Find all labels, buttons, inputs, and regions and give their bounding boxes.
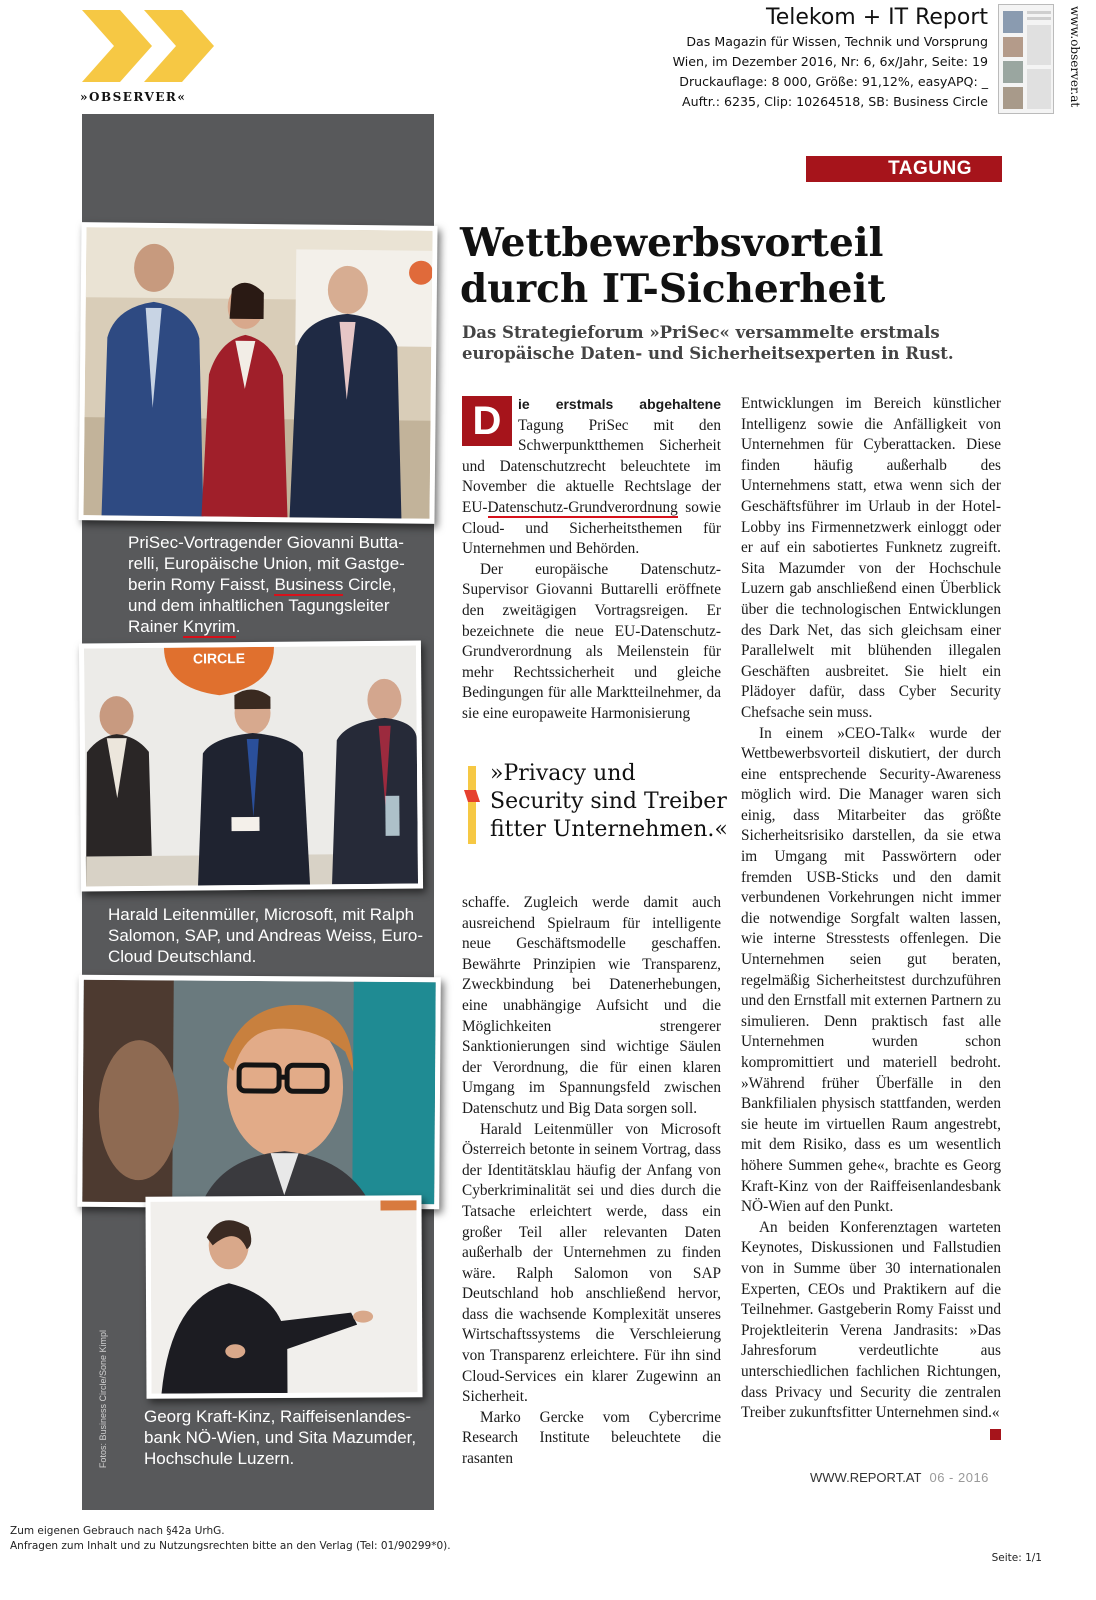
article-column-1-bottom — [462, 893, 721, 1470]
intro-underlined-term: Datenschutz-Grundverordnung — [487, 498, 678, 516]
observer-logo — [80, 4, 220, 108]
caption-1-underlined-business: Business — [274, 575, 344, 594]
paragraph-continuation: schaffe. Zugleich werde damit auch ausreichend Spielraum für intelligente neue Geschäftsmodelle geschaffen. Bewährte Prinzipien wie Transparenz, Zweckbindung bei Datenerhebungen, eine unabhängige Aufsicht und die Möglichkeiten strengerer Sanktionierungen sind wichtige Säulen der Verordnung, die für einen klaren Umgang im Spannungsfeld zwischen Datenschutz und Big Data sorgen soll. — [462, 894, 721, 1117]
photo-panel-speakers — [79, 641, 423, 892]
page-thumbnail — [998, 4, 1054, 114]
paragraph-ceo-talk: In einem »CEO-Talk« wurde der Wettbewerbsvorteil diskutiert, der durch eine entsprechende Security-Awareness möglich wird. Die Manager waren sich einig, dass Mitarbeiter das größte Sicherheitsrisiko darstellen, da sie etwa im Umgang mit Passwörtern oder fremden USB-Sticks und den damit verbundenen Vorkehrungen nicht immer die notwendige Sorgfalt walten lassen, wie interne Stresstests offenlegen. Die Unternehmen seien gut beraten, regelmäßig Sicherheitstest durchzuführen und den Ernstfall mit externen Partnern zu simulieren. Denn praktisch fast alle Unternehmen wurden schon kompromittiert und materiell bedroht. »Während früher Überfälle in den Bankfilialen physisch stattfanden, werden sie heute im virtuellen Raum angestrebt, mit dem Risiko, dass es um wesentlich höhere Summen gehe«, brachte es Georg Kraft-Kinz von der Raiffeisenlandesbank NÖ-Wien auf den Punkt. — [741, 724, 1001, 1216]
quote-bar-icon — [464, 766, 480, 844]
caption-1-line-1: PriSec-Vortragender Giovanni Butta- — [128, 533, 404, 552]
caption-2-line-3: Cloud Deutschland. — [108, 947, 257, 966]
photo-speakers-hosts-image — [84, 227, 433, 519]
lead-in: ie erstmals abgehaltene — [518, 396, 721, 412]
caption-1-line-5-text: Rainer — [128, 617, 183, 636]
caption-1-line-3-end: Circle, — [343, 575, 397, 594]
observer-url-text: www.observer.at — [1068, 6, 1082, 108]
caption-photo-2 — [108, 904, 428, 967]
photo-sita-mazumder — [145, 1195, 422, 1398]
paragraph-conclusion — [741, 1218, 1001, 1424]
article-column-2 — [741, 394, 1001, 1440]
source-header — [673, 4, 988, 112]
caption-1-underlined-knyrim: Knyrim — [182, 617, 236, 636]
paragraph-leitenmueller: Harald Leitenmüller von Microsoft Österreich betonte in seinem Vortrag, dass der Identitätsklau häufig der Anfang von Cyberkriminalität sei und dies durch die Tatsache erleichtert werde, dass ein großer Teil aller relevanten Daten außerhalb der Unternehmen zu finden wäre. Ralph Salomon von SAP Deutschland hob anschließend hervor, dass die wachsende Komplexität unseres Wirtschaftssystems die Verschleierung von Transparenz erleichtere. Für ihn sind Cloud-Services ein klarer Zugewinn an Sicherheit. — [462, 1120, 721, 1406]
headline-line-2: durch IT-Sicherheit — [460, 266, 886, 312]
photo-speakers-hosts — [78, 222, 437, 524]
paragraph-gercke-continued: Entwicklungen im Bereich künstlicher Intelligenz sowie die Anfälligkeit von Unternehmen für Cyberattacken. Diese finden häufig außerhalb des Unternehmens statt, etwa wenn sich der Geschäftsführer im Urlaub in der Hotel-Lobby ins Firmennetzwerk einloggt oder er auf ein sabotiertes Funknetz zugreift. Sita Mazumder von der Hochschule Luzern gab anschließend einen Überblick über die technologischen Entwicklungen des Dark Net, das sich gleichsam einer Parallelwelt mit blühenden illegalen Geschäften ausbreitet. Sie hielt ein Plädoyer dafür, dass Cyber Security Chefsache sein muss. — [741, 395, 1001, 721]
caption-3-line-3: Hochschule Luzern. — [144, 1449, 295, 1468]
photo-panel-speakers-image — [84, 646, 418, 887]
caption-1-line-3-text: berin Romy Faisst, — [128, 575, 275, 594]
caption-1-line-5 — [128, 616, 428, 637]
photo-georg-kraft-kinz — [77, 975, 441, 1210]
publication-tagline: Das Magazin für Wissen, Technik und Vorsprung — [686, 34, 988, 49]
page-number: Seite: 1/1 — [991, 1552, 1042, 1564]
paragraph-buttarelli: Der europäische Datenschutz-Supervisor Giovanni Buttarelli eröffnete den zweitägigen Vortragsreigen. Er bezeichnete die neue EU-Datenschutz-Grundverordnung als Meilenstein für mehr Rechtssicherheit und gleiche Bedingungen für alle Marktteilnehmer, da sie eine europaweite Harmonisierung — [462, 560, 721, 722]
intro-text: Tagung PriSec mit den Schwerpunktthemen Sicherheit und Datenschutzrecht beleuchtete im November die aktuelle Rechtslage der EU- — [462, 416, 721, 516]
section-tag: TAGUNG — [806, 156, 1002, 182]
photo-sita-mazumder-image — [150, 1200, 417, 1393]
intro-text-end: sowie Cloud- und Sicherheitsthemen für Unternehmen und Behörden. — [462, 498, 721, 558]
caption-3-line-1: Georg Kraft-Kinz, Raiffeisenlandes- — [144, 1407, 412, 1426]
dropcap: D — [462, 396, 512, 446]
caption-1-line-5-end: . — [235, 617, 241, 636]
observer-logo-text: »OBSERVER« — [80, 90, 187, 104]
legal-line-1: Zum eigenen Gebrauch nach §42a UrhG. — [10, 1525, 225, 1537]
publication-date: Wien, im Dezember 2016, Nr: 6, 6x/Jahr, Seite: 19 — [672, 54, 988, 69]
publication-order: Auftr.: 6235, Clip: 10264518, SB: Business Circle — [682, 94, 988, 109]
footer-issue: 06 - 2016 — [929, 1470, 989, 1485]
caption-2-line-1: Harald Leitenmüller, Microsoft, mit Ralph — [108, 905, 415, 924]
end-mark-icon — [990, 1429, 1001, 1440]
footer-website: WWW.REPORT.AT — [810, 1470, 922, 1485]
photo-credit — [96, 1330, 116, 1470]
legal-line-2: Anfragen zum Inhalt und zu Nutzungsrechten bitte an den Verlag (Tel: 01/90299*0). — [10, 1540, 451, 1552]
legal-notice — [10, 1524, 451, 1554]
caption-1-line-4: und dem inhaltlichen Tagungsleiter — [128, 596, 390, 615]
article-subheadline: Das Strategieforum »PriSec« versammelte erstmals europäische Daten- und Sicherheitsexperten in Rust. — [462, 323, 954, 363]
article-column-1-top — [462, 394, 721, 725]
observer-url — [1064, 6, 1088, 116]
publication-circulation: Druckauflage: 8 000, Größe: 91,12%, easyAPQ: _ — [679, 74, 988, 89]
headline-line-1: Wettbewerbsvorteil — [460, 220, 884, 266]
caption-1-line-2: relli, Europäische Union, mit Gastge- — [128, 554, 405, 573]
photo-credit-text: Fotos: Business Circle/Sone Kimpl — [98, 1330, 108, 1469]
paragraph-intro — [462, 394, 721, 560]
pull-quote — [464, 760, 728, 850]
photo-georg-kraft-kinz-image — [82, 980, 436, 1204]
caption-photo-3 — [144, 1406, 434, 1469]
conclusion-text: An beiden Konferenztagen warteten Keynotes, Diskussionen und Fallstudien von in Summe über 30 internationalen Experten, CEOs und Praktikern auf die Teilnehmer. Gastgeberin Romy Faisst und Projektleiterin Verena Jandrasits: »Das Jahresforum verdeutlichte aus unterschiedlichen fachlichen Richtungen, dass Privacy und Security die zentralen Treiber zukunftsfitter Unternehmen sind.« — [741, 1218, 1001, 1422]
caption-2-line-2: Salomon, SAP, und Andreas Weiss, Euro- — [108, 926, 423, 945]
article-headline — [460, 220, 1020, 312]
caption-3-line-2: bank NÖ-Wien, und Sita Mazumder, — [144, 1428, 417, 1447]
pull-quote-text: »Privacy und Security sind Treiber fitter Unternehmen.« — [490, 761, 728, 842]
caption-1-line-3 — [128, 574, 428, 595]
caption-photo-1 — [128, 532, 428, 637]
publication-title: Telekom + IT Report — [766, 5, 988, 30]
paragraph-gercke-start: Marko Gercke vom Cybercrime Research Institute beleuchtete die rasanten — [462, 1408, 721, 1468]
magazine-footer — [810, 1470, 1004, 1485]
photo-2-sign-text: CIRCLE — [192, 650, 246, 667]
chevron-logo-icon — [80, 4, 220, 88]
